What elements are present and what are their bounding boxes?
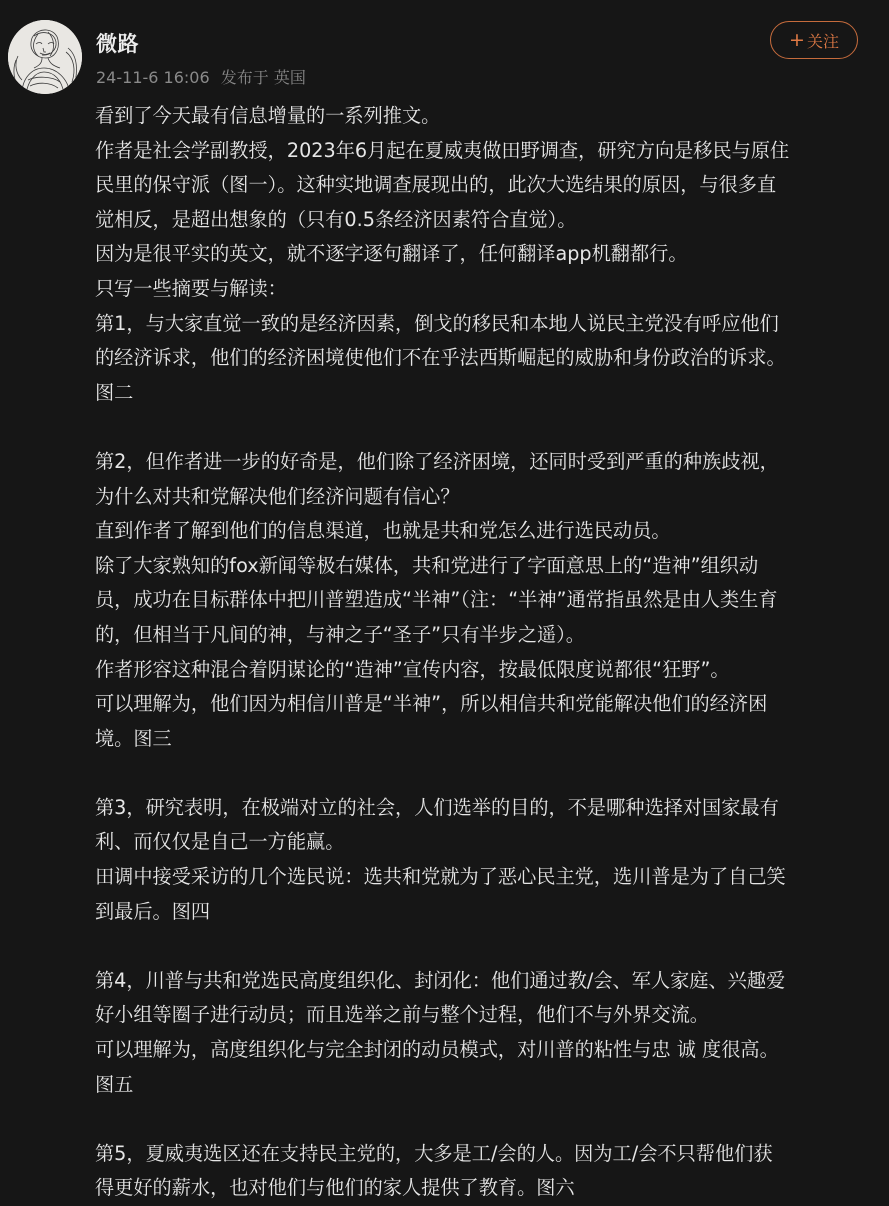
follow-button-label: 关注 [806,31,839,51]
post-text-line: 除了大家熟知的fox新闻等极右媒体，共和党进行了字面意思上的“造神”组织动 [95,553,759,577]
paragraph-spacer [95,929,865,964]
post-text-line: 田调中接受采访的几个选民说：选共和党就为了恶心民主党，选川普是为了自己笑 [95,865,786,889]
follow-button[interactable] [770,21,858,59]
post-text-line: 境。图三 [95,726,172,750]
post-text-line: 作者形容这种混合着阴谋论的“造神”宣传内容，按最低限度说都很“狂野”。 [95,657,730,681]
post-text-line: 第2，但作者进一步的好奇是，他们除了经济困境，还同时受到严重的种族歧视， [95,449,779,473]
post-text-line: 看到了今天最有信息增量的一系列推文。 [95,104,441,127]
post-location: 发布于 英国 [220,68,306,87]
post-text-line: 的经济诉求，他们的经济困境使他们不在乎法西斯崛起的威胁和身份政治的诉求。 [95,346,786,370]
post-text-line: 得更好的薪水，也对他们与他们的家人提供了教育。图六 [95,1176,575,1200]
post-text-line: 因为是很平实的英文，就不逐字逐句翻译了，任何翻译app机翻都行。 [95,242,688,266]
paragraph-spacer [95,1102,865,1137]
post-text-line: 到最后。图四 [95,899,211,923]
post-text-line: 觉相反，是超出想象的（只有0.5条经济因素符合直觉）。 [95,207,577,231]
avatar-sketch-icon [8,20,82,94]
post-text-line: 第3，研究表明，在极端对立的社会，人们选举的目的，不是哪种选择对国家最有 [95,795,779,819]
post-text-line: 第4，川普与共和党选民高度组织化、封闭化：他们通过教/会、军人家庭、兴趣爱 [95,968,786,992]
post-date: 24-11-6 16:06 [96,68,210,87]
post-text-line: 员，成功在目标群体中把川普塑造成“半神”（注：“半神”通常指虽然是由人类生育 [95,588,778,612]
post-text-line: 的，但相当于凡间的神，与神之子“圣子”只有半步之遥）。 [95,622,585,646]
post-text-line: 第1，与大家直觉一致的是经济因素，倒戈的移民和本地人说民主党没有呼应他们 [95,311,779,335]
post-text-line: 民里的保守派（图一）。这种实地调查展现出的，此次大选结果的原因，与很多直 [95,173,777,197]
post-meta [96,65,312,88]
post-text-line: 只写一些摘要与解读： [95,276,287,300]
post-text-line: 为什么对共和党解决他们经济问题有信心？ [95,484,460,508]
post-text-line: 可以理解为，他们因为相信川普是“半神”，所以相信共和党能解决他们的经济困 [95,692,768,716]
avatar[interactable] [8,20,82,94]
post-text-line: 好小组等圈子进行动员；而且选举之前与整个过程，他们不与外界交流。 [95,1003,709,1027]
post-text-line: 可以理解为，高度组织化与完全封闭的动员模式，对川普的粘性与忠 诚 度很高。 [95,1038,779,1062]
paragraph-spacer [95,410,865,445]
post-text-line: 第5，夏威夷选区还在支持民主党的，大多是工/会的人。因为工/会不只帮他们获 [95,1141,773,1165]
post-text-line: 利、而仅仅是自己一方能赢。 [95,830,345,854]
post-text-line: 图五 [95,1072,134,1096]
plus-icon: + [789,28,805,51]
post-text-line: 作者是社会学副教授，2023年6月起在夏威夷做田野调查，研究方向是移民与原住 [95,138,790,162]
post-header [0,0,889,100]
post-body [95,99,865,1206]
paragraph-spacer [95,756,865,791]
author-name[interactable]: 微路 [96,32,139,56]
post-text-line: 图二 [95,380,134,404]
post-text-line: 直到作者了解到他们的信息渠道，也就是共和党怎么进行选民动员。 [95,519,671,543]
